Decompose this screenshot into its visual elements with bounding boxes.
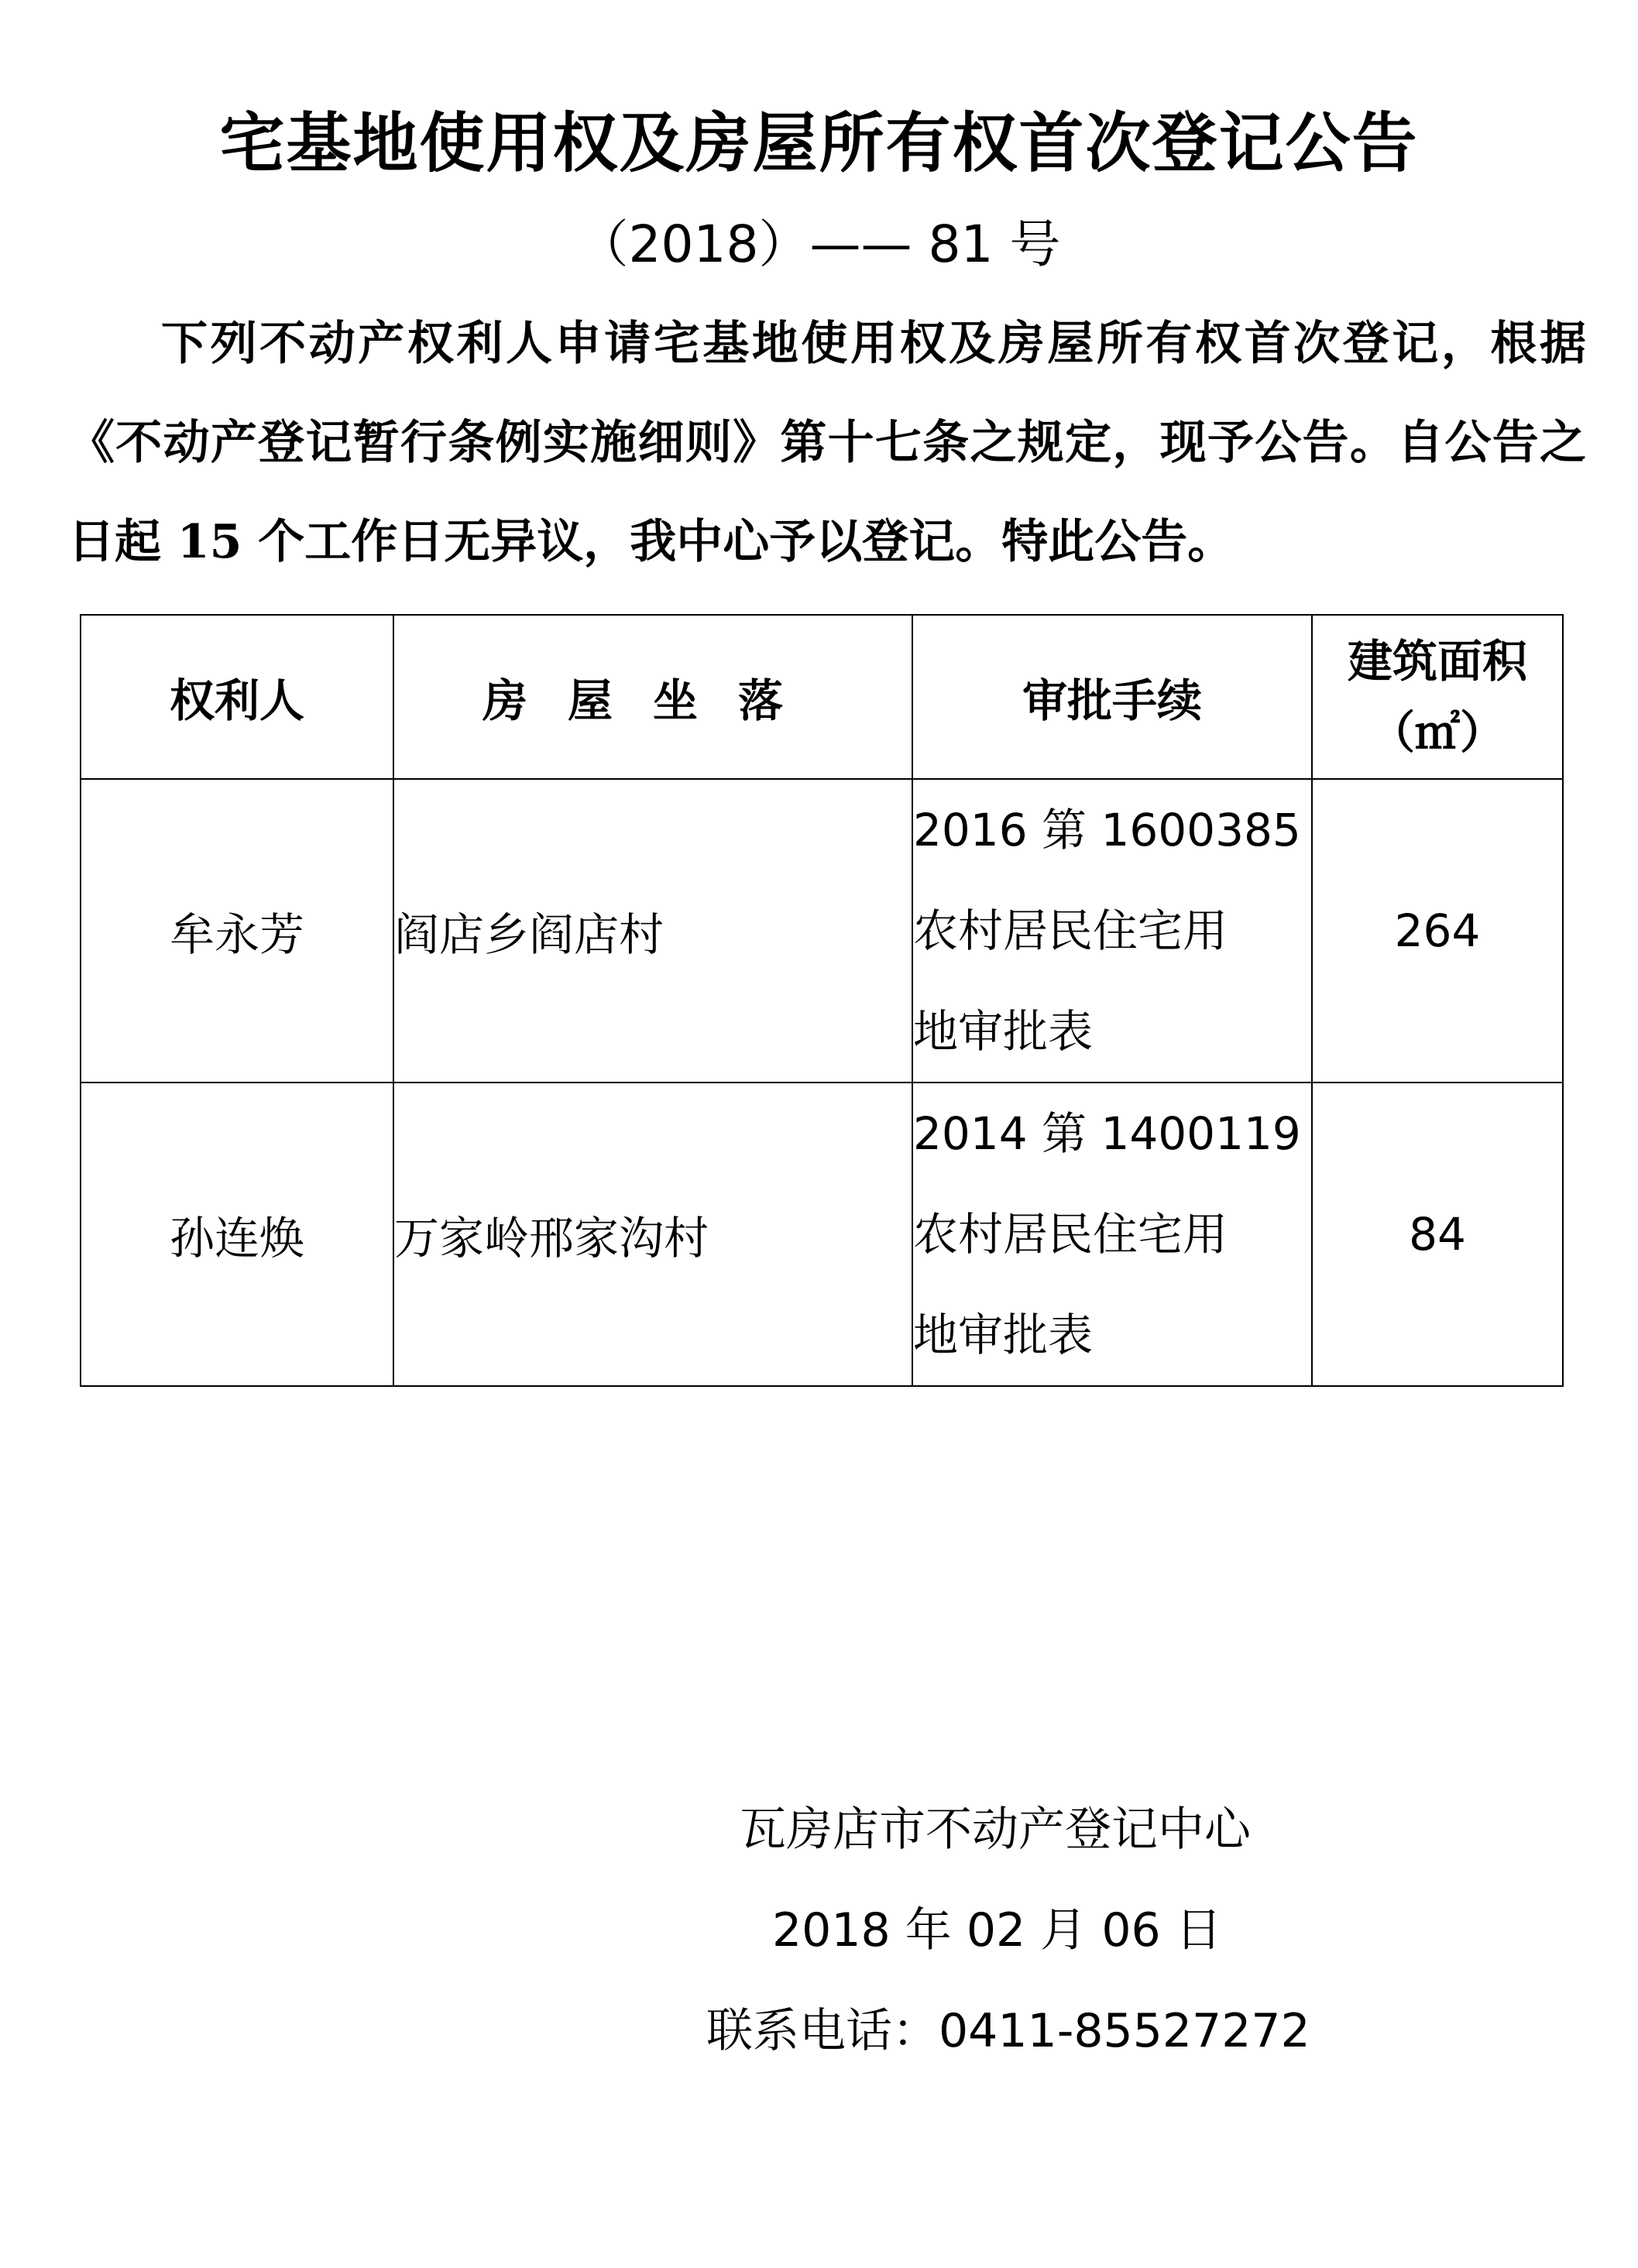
header-area-unit: （㎡） bbox=[1369, 706, 1505, 759]
table-header-row bbox=[81, 615, 1563, 779]
table-row bbox=[81, 1083, 1563, 1386]
cell-address: 万家岭邢家沟村 bbox=[393, 1083, 912, 1386]
cell-approval bbox=[912, 1083, 1312, 1386]
header-address-label: 房屋坐落 bbox=[482, 674, 823, 727]
issuing-organization: 瓦房店市不动产登记中心 bbox=[740, 1803, 1251, 1857]
contact-phone: 联系电话：0411-85527272 bbox=[706, 2004, 1310, 2058]
cell-holder: 孙连焕 bbox=[81, 1083, 393, 1386]
header-area-line1: 建筑面积 bbox=[1347, 635, 1527, 688]
header-area bbox=[1312, 615, 1563, 779]
cell-area: 264 bbox=[1312, 779, 1563, 1083]
header-approval: 审批手续 bbox=[912, 615, 1312, 779]
approval-line: 地审批表 bbox=[913, 1005, 1094, 1058]
document-number: （2018）—— 81 号 bbox=[577, 214, 1061, 274]
header-holder: 权利人 bbox=[81, 615, 393, 779]
cell-approval bbox=[912, 779, 1312, 1083]
notice-paragraph: 下列不动产权利人申请宅基地使用权及房屋所有权首次登记，根据《不动产登记暂行条例实施细则》第十七条之规定，现予公告。自公告之日起 15 个工作日无异议，我中心予以登记。特此公告。 bbox=[68, 317, 1586, 569]
table-row bbox=[81, 779, 1563, 1083]
approval-line: 农村居民住宅用 bbox=[913, 904, 1228, 957]
approval-line: 地审批表 bbox=[913, 1309, 1094, 1361]
cell-area: 84 bbox=[1312, 1083, 1563, 1386]
notice-title: 宅基地使用权及房屋所有权首次登记公告 bbox=[219, 105, 1419, 181]
approval-line: 2014 第 1400119 bbox=[913, 1107, 1301, 1160]
approval-line: 2016 第 1600385 bbox=[913, 804, 1301, 856]
issue-date: 2018 年 02 月 06 日 bbox=[772, 1903, 1222, 1957]
cell-address: 阎店乡阎店村 bbox=[393, 779, 912, 1083]
registration-table bbox=[80, 614, 1564, 1387]
approval-line: 农村居民住宅用 bbox=[913, 1208, 1228, 1261]
cell-holder: 牟永芳 bbox=[81, 779, 393, 1083]
header-address bbox=[393, 615, 912, 779]
